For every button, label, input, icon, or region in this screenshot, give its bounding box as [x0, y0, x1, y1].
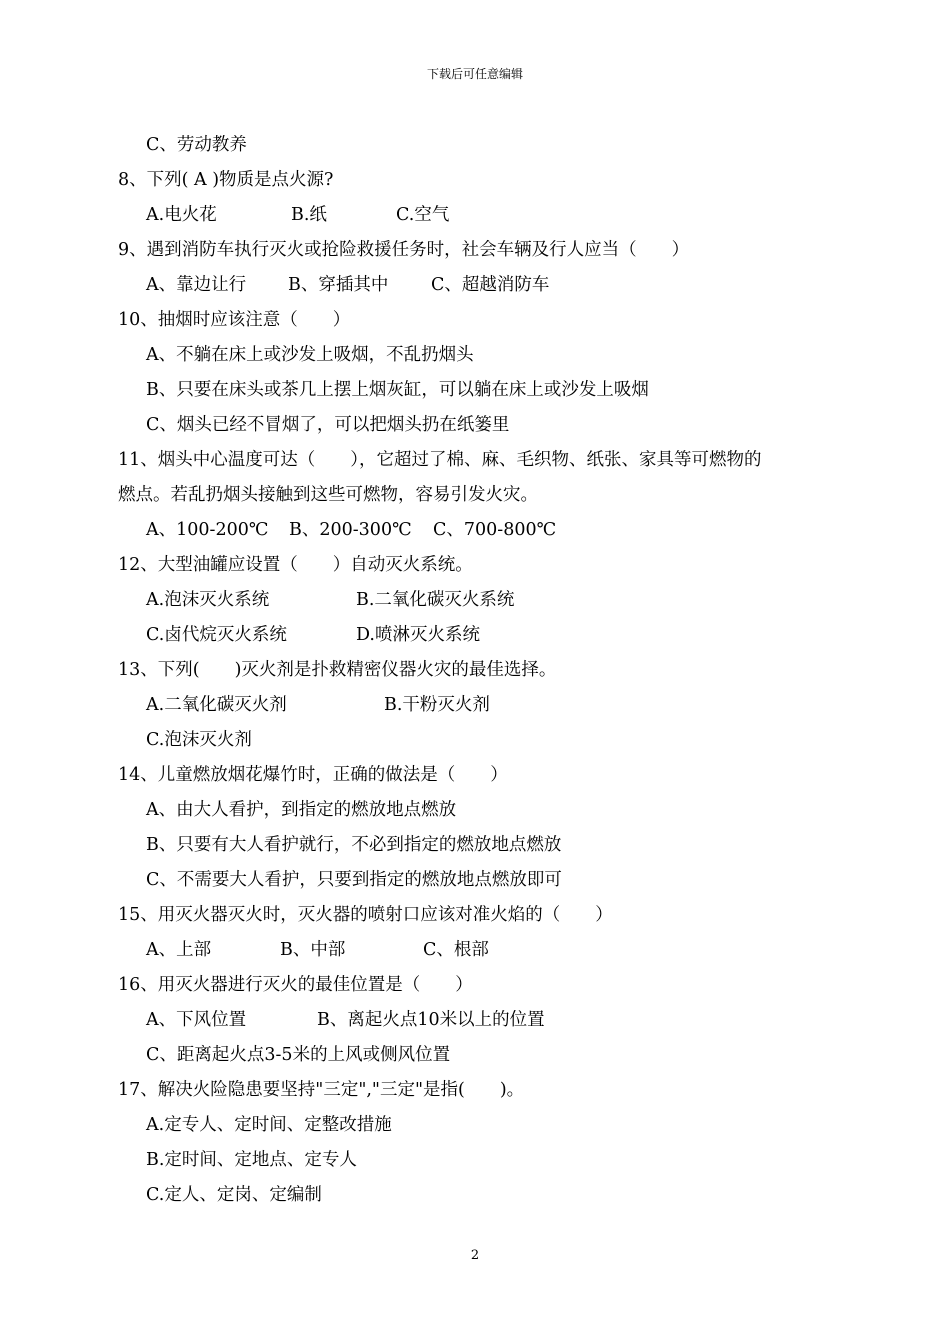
answer-option: C、距离起火点3-5米的上风或侧风位置 [146, 1045, 451, 1065]
answer-option: A.二氧化碳灭火剂 [146, 695, 287, 715]
answer-options-row [118, 1003, 838, 1038]
answer-option: B、离起火点10米以上的位置 [317, 1010, 545, 1030]
answer-option: A.电火花 [146, 205, 217, 225]
answer-option: A、100-200℃ [146, 520, 269, 540]
page-number: 2 [470, 1248, 480, 1263]
answer-options-row [118, 268, 838, 303]
question-text: 13、下列( )灭火剂是扑救精密仪器火灾的最佳选择。 [118, 660, 557, 680]
question-text: 12、大型油罐应设置（ ）自动灭火系统。 [118, 555, 473, 575]
answer-option: A、上部 [146, 940, 212, 960]
answer-option: C、超越消防车 [431, 275, 550, 295]
answer-option: B、只要在床头或茶几上摆上烟灰缸，可以躺在床上或沙发上吸烟 [146, 380, 649, 400]
answer-options-row [118, 583, 838, 618]
answer-options-row [118, 198, 838, 233]
answer-options-row [118, 513, 838, 548]
answer-option: C、根部 [423, 940, 489, 960]
answer-option: A、不躺在床上或沙发上吸烟，不乱扔烟头 [146, 345, 474, 365]
answer-option: A、靠边让行 [146, 275, 247, 295]
answer-option: A.泡沫灭火系统 [146, 590, 270, 610]
answer-option: B、穿插其中 [288, 275, 389, 295]
answer-option: B、只要有大人看护就行，不必到指定的燃放地点燃放 [146, 835, 562, 855]
answer-options-row [118, 933, 838, 968]
answer-option: C.卤代烷灭火系统 [146, 625, 287, 645]
answer-option: C.空气 [396, 205, 450, 225]
question-text: 10、抽烟时应该注意（ ） [118, 310, 351, 330]
question-text: 17、解决火险隐患要坚持"三定","三定"是指( )。 [118, 1080, 525, 1100]
answer-option: A.定专人、定时间、定整改措施 [146, 1115, 392, 1135]
answer-option: C、不需要大人看护，只要到指定的燃放地点燃放即可 [146, 870, 562, 890]
answer-option: A、下风位置 [146, 1010, 247, 1030]
question-text: 11、烟头中心温度可达（ ），它超过了棉、麻、毛织物、纸张、家具等可燃物的 [118, 450, 762, 470]
answer-option: C、700-800℃ [433, 520, 557, 540]
answer-option: D.喷淋灭火系统 [356, 625, 480, 645]
answer-option: C、烟头已经不冒烟了，可以把烟头扔在纸篓里 [146, 415, 510, 435]
question-text: 16、用灭火器进行灭火的最佳位置是（ ） [118, 975, 473, 995]
question-text: 燃点。若乱扔烟头接触到这些可燃物，容易引发火灾。 [118, 485, 538, 505]
question-text: 8、下列( A )物质是点火源? [118, 170, 334, 190]
answer-option: B.干粉灭火剂 [384, 695, 490, 715]
answer-option: C.定人、定岗、定编制 [146, 1185, 322, 1205]
answer-option: B.纸 [291, 205, 327, 225]
answer-options-row [118, 618, 838, 653]
answer-option: A、由大人看护，到指定的燃放地点燃放 [146, 800, 457, 820]
answer-options-row [118, 688, 838, 723]
question-text: 14、儿童燃放烟花爆竹时，正确的做法是（ ） [118, 765, 508, 785]
answer-option: B.定时间、定地点、定专人 [146, 1150, 357, 1170]
answer-option: C、劳动教养 [146, 135, 247, 155]
answer-option: C.泡沫灭火剂 [146, 730, 252, 750]
question-text: 9、遇到消防车执行灭火或抢险救援任务时，社会车辆及行人应当（ ） [118, 240, 690, 260]
answer-option: B.二氧化碳灭火系统 [356, 590, 515, 610]
page-header: 下载后可任意编辑 [426, 67, 523, 81]
question-text: 15、用灭火器灭火时，灭火器的喷射口应该对准火焰的（ ） [118, 905, 613, 925]
question-list [118, 128, 838, 1213]
answer-option: B、中部 [280, 940, 346, 960]
answer-option: B、200-300℃ [289, 520, 412, 540]
